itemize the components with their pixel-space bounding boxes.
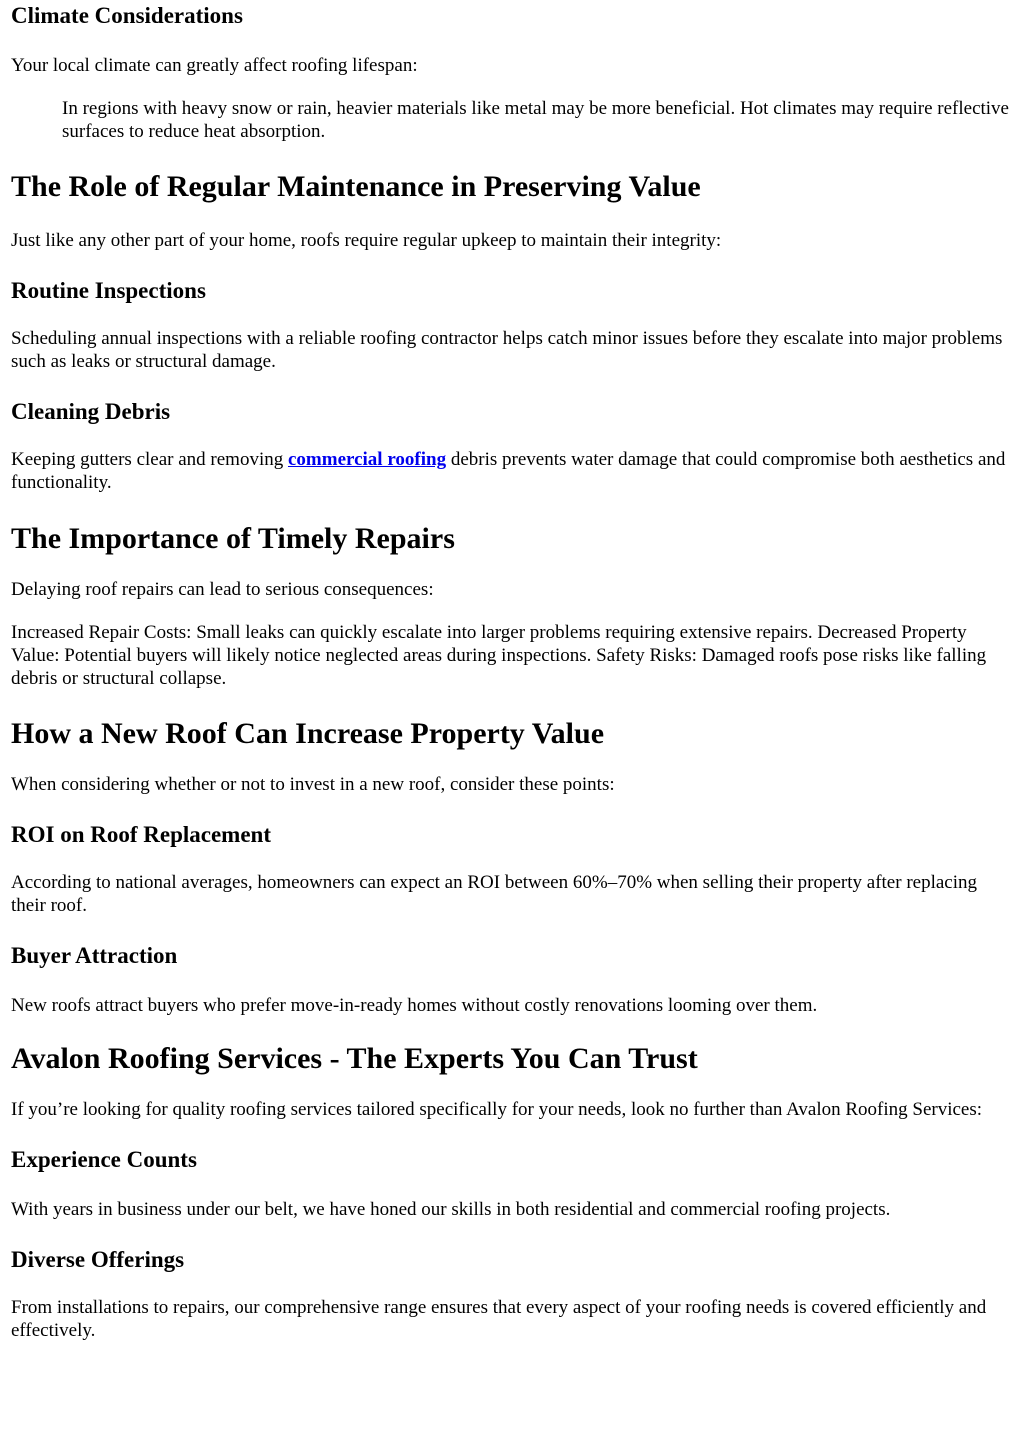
cleaning-heading: Cleaning Debris <box>11 399 171 424</box>
cleaning-text-after: debris prevents water damage that could compromise both aesthetics and functionality. <box>11 449 1006 493</box>
commercial-roofing-link[interactable]: commercial roofing <box>287 449 447 470</box>
buyer-heading: Buyer Attraction <box>11 943 178 968</box>
value-intro: When considering whether or not to invest in a new roof, consider these points: <box>11 774 615 795</box>
climate-quote-text: In regions with heavy snow or rain, heavier materials like metal may be more beneficial. Hot climates may require reflective surfaces to reduce heat absorption. <box>62 98 1009 142</box>
offerings-heading: Diverse Offerings <box>11 1247 185 1272</box>
climate-intro: Your local climate can greatly affect roofing lifespan: <box>11 55 418 76</box>
inspections-heading: Routine Inspections <box>11 278 206 303</box>
buyer-text: New roofs attract buyers who prefer move-in-ready homes without costly renovations looming over them. <box>11 995 818 1016</box>
repairs-text: Increased Repair Costs: Small leaks can quickly escalate into larger problems requiring extensive repairs. Decreased Property Value: Potential buyers will likely notice neglected areas during inspections. Safety Risks: Damaged roofs pose risks like falling debris or structural collapse. <box>11 622 987 689</box>
climate-heading: Climate Considerations <box>11 3 243 28</box>
avalon-heading: Avalon Roofing Services - The Experts You Can Trust <box>11 1042 698 1075</box>
article-body <box>0 2 1024 1342</box>
experience-text: With years in business under our belt, we have honed our skills in both residential and commercial roofing projects. <box>11 1199 891 1220</box>
value-heading: How a New Roof Can Increase Property Value <box>11 717 605 750</box>
avalon-intro: If you’re looking for quality roofing services tailored specifically for your needs, look no further than Avalon Roofing Services: <box>11 1099 983 1120</box>
maintenance-intro: Just like any other part of your home, roofs require regular upkeep to maintain their integrity: <box>11 230 722 251</box>
repairs-intro: Delaying roof repairs can lead to serious consequences: <box>11 579 434 600</box>
offerings-text: From installations to repairs, our comprehensive range ensures that every aspect of your roofing needs is covered efficiently and effectively. <box>11 1297 987 1341</box>
roi-text: According to national averages, homeowners can expect an ROI between 60%–70% when selling their property after replacing their roof. <box>11 872 978 916</box>
climate-quote <box>62 97 1013 143</box>
inspections-text: Scheduling annual inspections with a reliable roofing contractor helps catch minor issues before they escalate into major problems such as leaks or structural damage. <box>11 328 1003 372</box>
cleaning-text <box>11 448 1013 494</box>
cleaning-text-before: Keeping gutters clear and removing <box>11 449 288 470</box>
maintenance-heading: The Role of Regular Maintenance in Preserving Value <box>11 170 701 203</box>
roi-heading: ROI on Roof Replacement <box>11 822 271 847</box>
repairs-heading: The Importance of Timely Repairs <box>11 522 455 555</box>
experience-heading: Experience Counts <box>11 1147 197 1172</box>
